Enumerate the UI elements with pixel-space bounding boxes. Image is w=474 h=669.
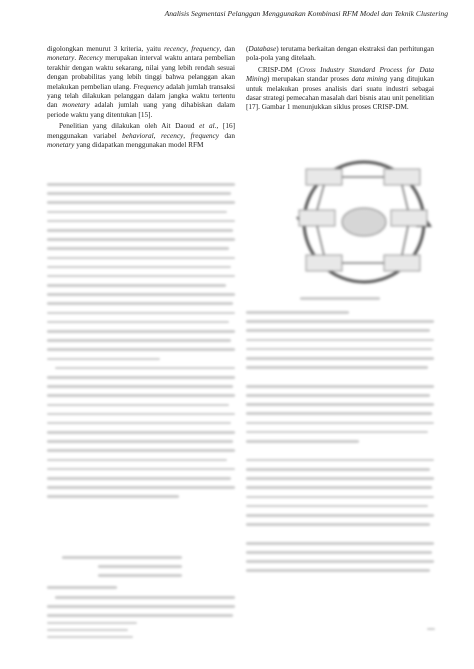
paragraph-crisp-dm: CRISP-DM (Cross Industry Standard Process for Data Mining) merupakan standar proses data mining yang ditujukan untuk melakukan proses analisis dari suatu industri sebagai dasar strategi pemecahan masalah dari bisnis atau unit penelitian [17]. Gambar 1 menunjukkan siklus proses CRISP-DM. — [246, 65, 434, 112]
paragraph-kdd-end: (Database) terutama berkaitan dengan ekstraksi dan perhitungan pola-pola yang ditelaah. — [246, 45, 434, 63]
blurred-figure-caption — [300, 297, 380, 306]
blurred-formula — [62, 556, 182, 584]
blurred-section-heading — [47, 586, 117, 595]
paragraph-rfm-criteria: digolongkan menurut 3 kriteria, yaitu recency, frequency, dan monetary. Recency merupakan interval waktu antara pembelian terakhir dengan waktu sekarang, nilai yang lebih rendah sesuai dengan probabilitas yang lebih tinggi bahwa pelanggan akan melakukan pembelian ulang. Frequency adalah jumlah transaksi yang telah dilakukan pelanggan dalam jangka waktu tertentu dan monetary adalah jumlah uang yang dihabiskan dalam periode waktu yang ditentukan [15]. — [47, 45, 236, 119]
blurred-text-left — [47, 183, 235, 505]
right-column — [246, 45, 434, 115]
blurred-text-left-bottom — [47, 596, 235, 624]
blurred-text-right — [246, 311, 434, 579]
left-column — [47, 45, 235, 152]
crisp-dm-cycle-figure — [286, 155, 441, 290]
paragraph-ait-daoud: Penelitian yang dilakukan oleh Ait Daoud et al., [16] menggunakan variabel behavioral, recency, frequency dan monetary yang didapatkan menggunakan model RFM — [47, 122, 236, 150]
blurred-footer — [47, 622, 137, 643]
blurred-page-number — [427, 628, 435, 637]
running-header: Analisis Segmentasi Pelanggan Menggunakan Kombinasi RFM Model dan Teknik Clustering — [164, 9, 448, 18]
